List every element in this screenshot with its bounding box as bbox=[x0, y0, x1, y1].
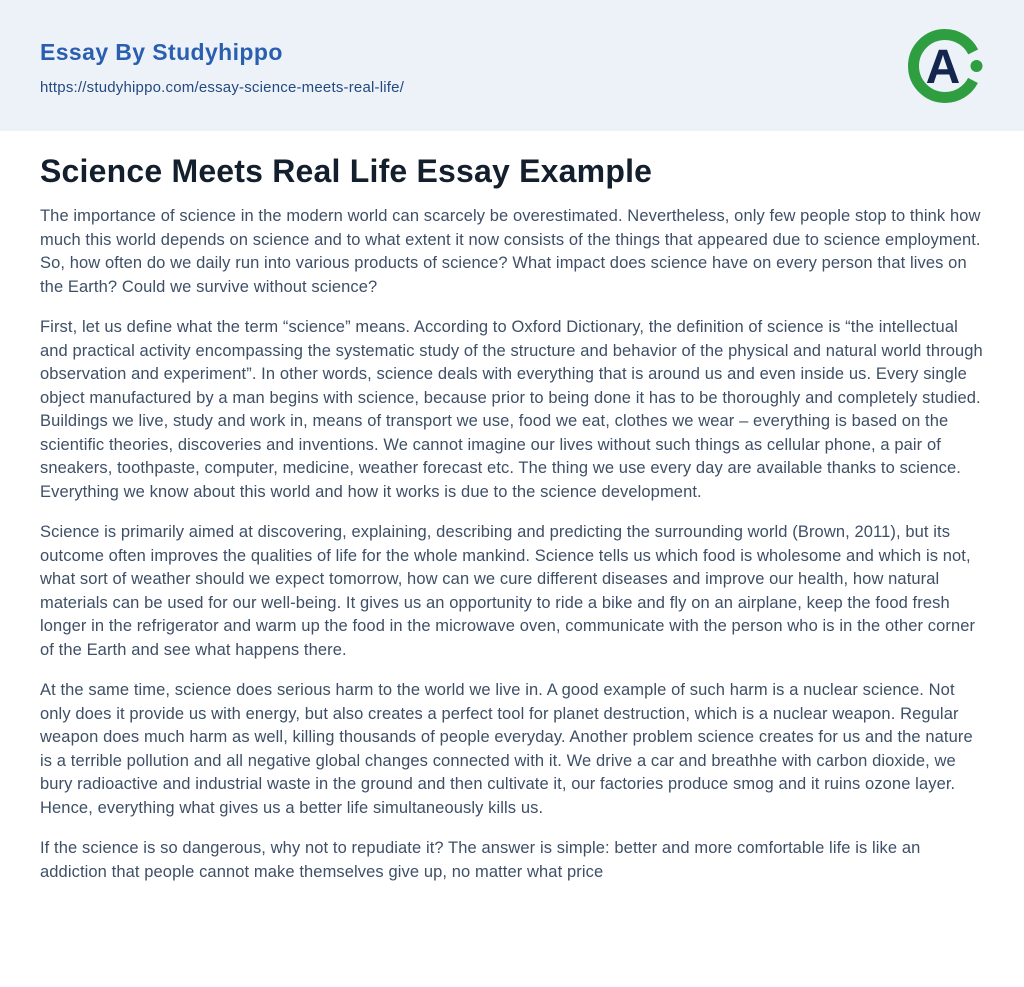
essay-paragraph-2: First, let us define what the term “science” means. According to Oxford Dictionary, the definition of science is “the intellectual and practical activity encompassing the systematic study of the structure and behavior of the physical and natural world through observation and experiment”. In other words, science deals with everything that is around us and even inside us. Every single object manufactured by a man begins with science, because prior to being done it has to be thoroughly and completely studied. Buildings we live, study and work in, means of transport we use, food we eat, clothes we wear – everything is based on the scientific theories, discoveries and inventions. We cannot imagine our lives without such things as cellular phone, a pair of sneakers, toothpaste, computer, medicine, weather forecast etc. The thing we use every day are available thanks to science. Everything we know about this world and how it works is due to the science development. bbox=[40, 318, 983, 501]
logo-letter: A bbox=[925, 40, 961, 94]
page-url-link[interactable]: https://studyhippo.com/essay-science-meets-real-life/ bbox=[40, 79, 405, 96]
essay-paragraph-3: Science is primarily aimed at discovering, explaining, describing and predicting the surrounding world (Brown, 2011), but its outcome often improves the qualities of life for the whole mankind. Science tells us which food is wholesome and which is not, what sort of weather should we expect tomorrow, how can we cure different diseases and improve our health, how natural materials can be used for our well-being. It gives us an opportunity to ride a bike and fly on an airplane, keep the food fresh longer in the refrigerator and warm up the food in the microwave oven, communicate with the person who is in the other corner of the Earth and see what happens there. bbox=[40, 523, 976, 659]
essay-paragraph-5: If the science is so dangerous, why not to repudiate it? The answer is simple: better and more comfortable life is like an addiction that people cannot make themselves give up, no matter what price bbox=[40, 839, 921, 881]
essay-content bbox=[0, 131, 1024, 884]
essay-paragraph-4: At the same time, science does serious harm to the world we live in. A good example of such harm is a nuclear science. Not only does it provide us with energy, but also creates a perfect tool for planet destruction, which is a nuclear weapon. Regular weapon does much harm as well, killing thousands of people everyday. Another problem science creates for us and the nature is a terrible pollution and all negative global changes connected with it. We drive a car and breathhe with carbon dioxide, we bury radioactive and industrial waste in the ground and then cultivate it, our factories produce smog and it ruins ozone layer. Hence, everything what gives us a better life simultaneously kills us. bbox=[40, 681, 973, 817]
header-text-block bbox=[40, 35, 404, 96]
site-title: Essay By Studyhippo bbox=[40, 39, 283, 65]
studyhippo-logo-icon bbox=[906, 27, 984, 105]
page-header bbox=[0, 0, 1024, 131]
studyhippo-logo bbox=[906, 27, 984, 105]
essay-paragraph-1: The importance of science in the modern world can scarcely be overestimated. Nevertheless, only few people stop to think how much this world depends on science and to what extent it now consists of the things that appeared due to science employment. So, how often do we daily run into various products of science? What impact does science have on every person that lives on the Earth? Could we survive without science? bbox=[40, 207, 981, 296]
logo-dot bbox=[971, 60, 983, 72]
essay-title: Science Meets Real Life Essay Example bbox=[40, 153, 653, 189]
